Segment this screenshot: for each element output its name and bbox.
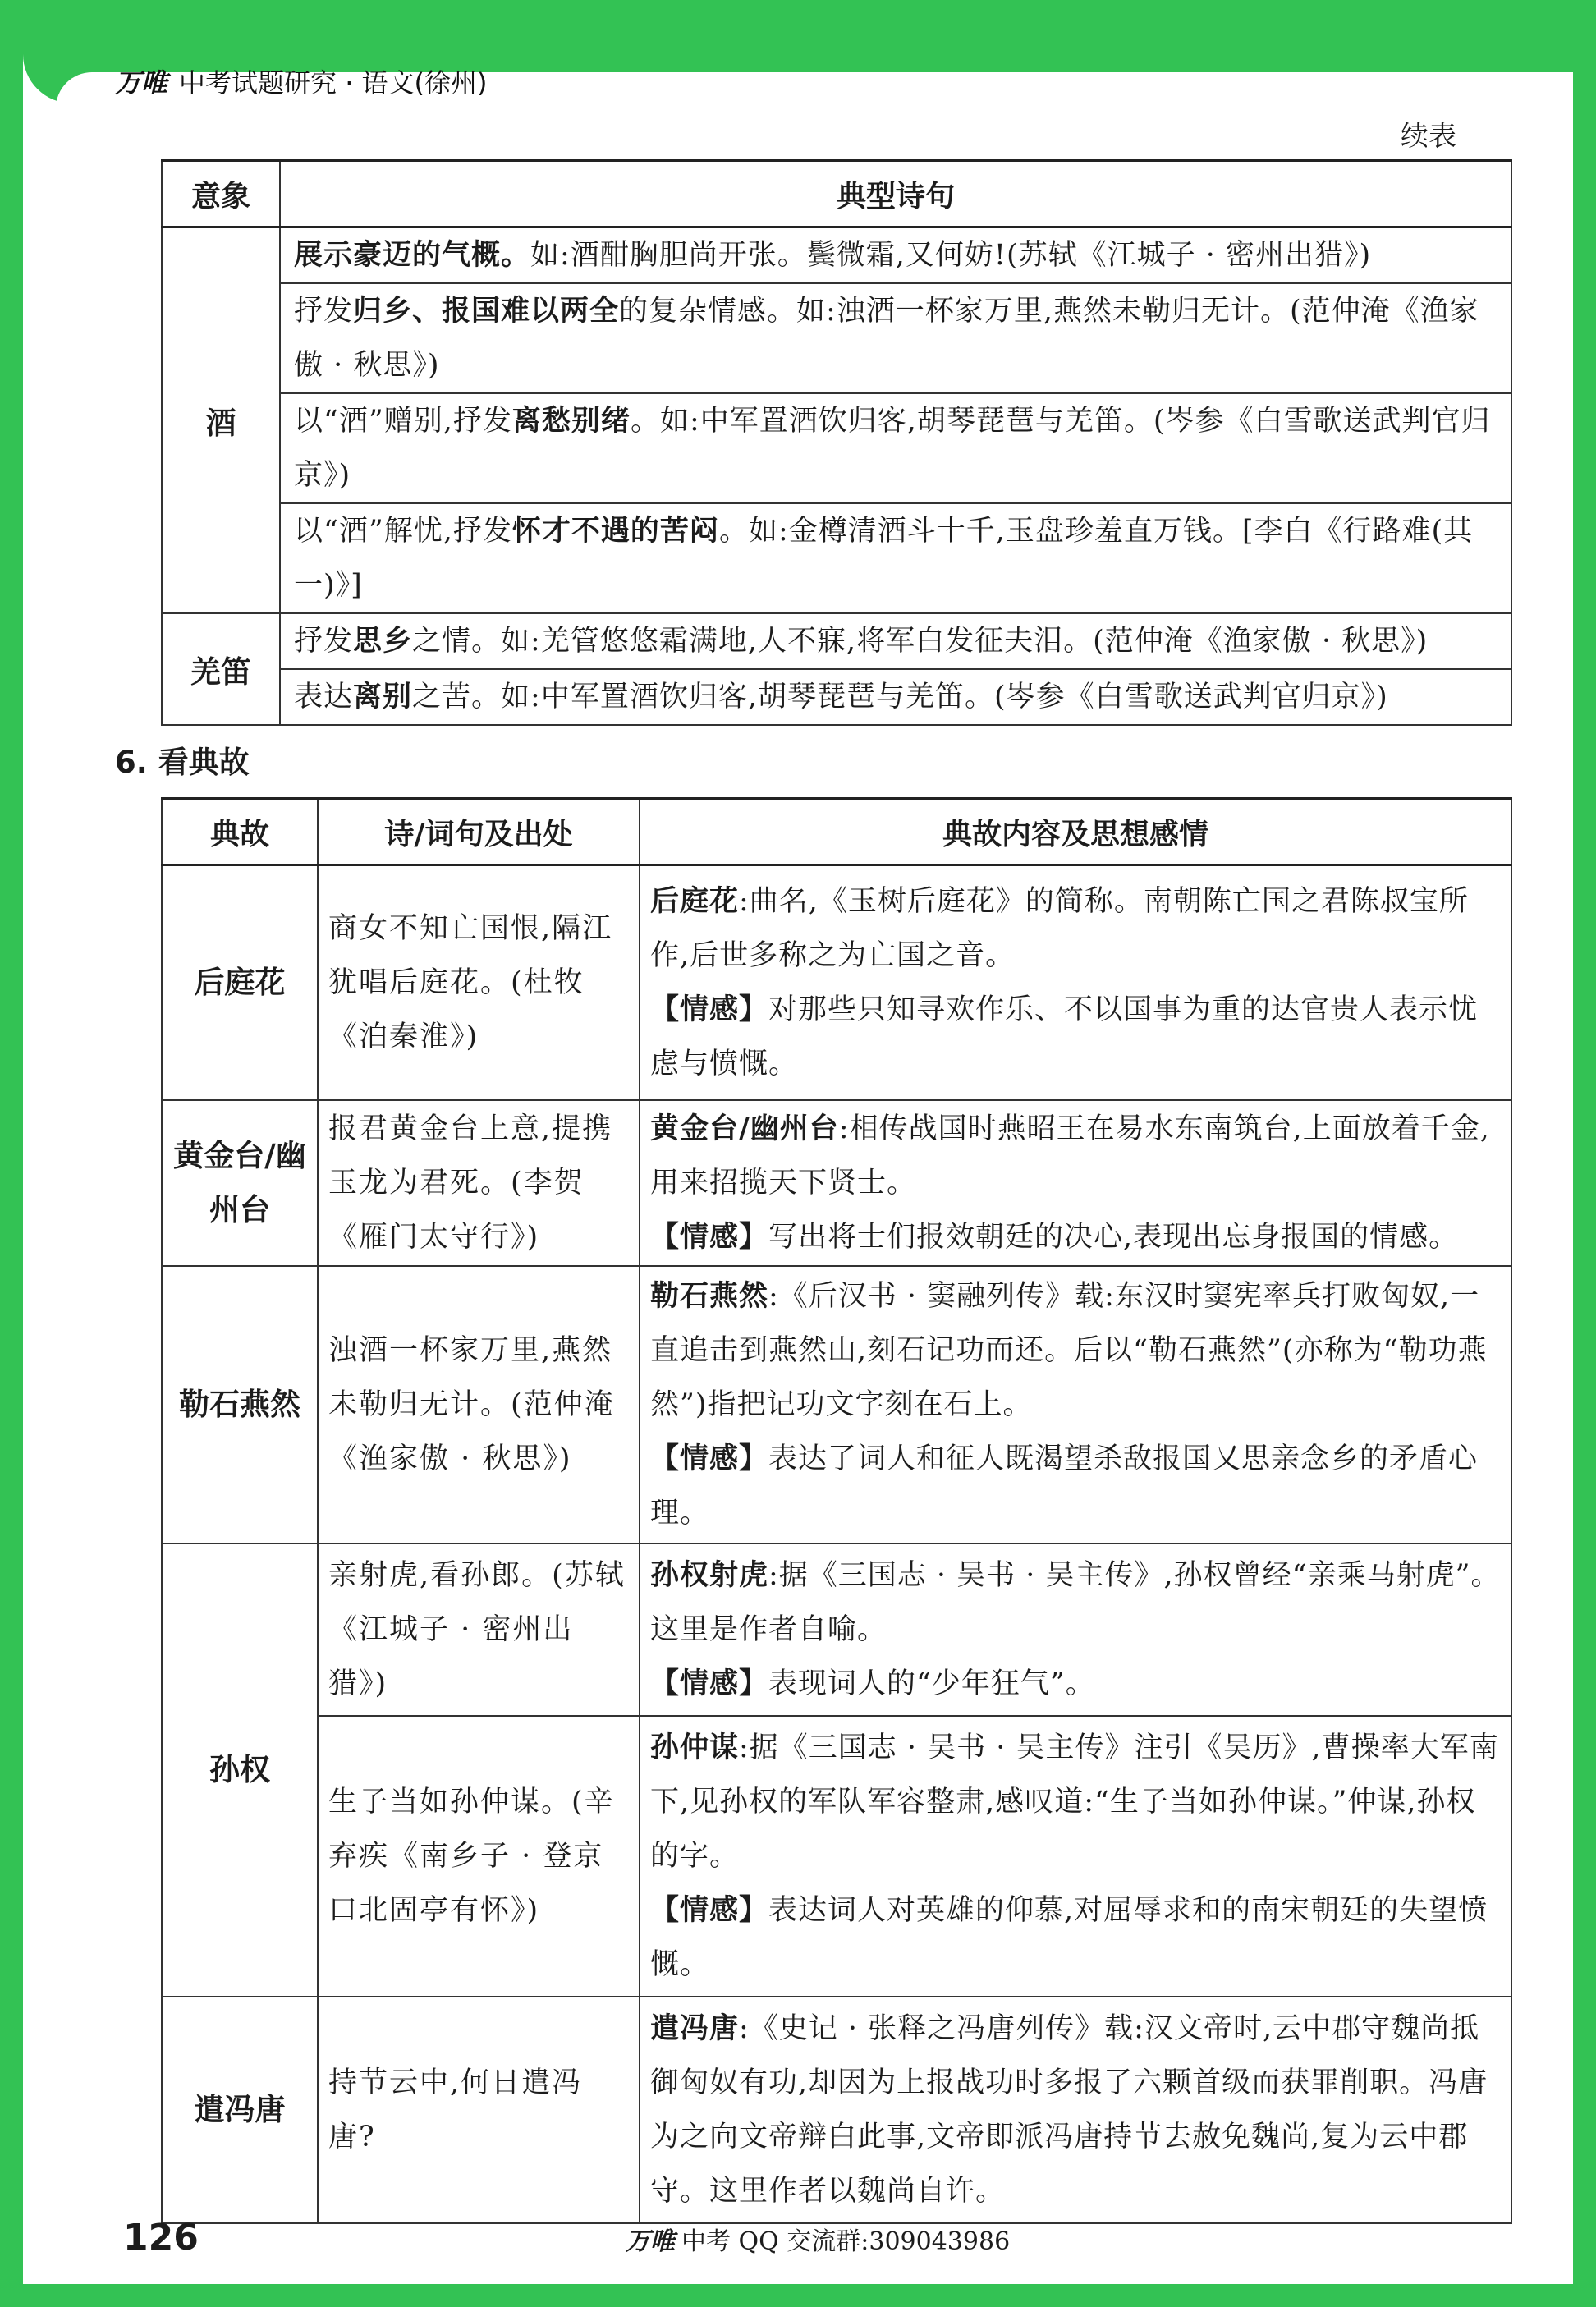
section-number: 6. [115,745,148,780]
allusion-emotion: 写出将士们报效朝廷的决心,表现出忘身报国的情感。 [768,1220,1459,1254]
table-row [162,865,1511,1100]
column-header: 诗/词句及出处 [318,799,640,865]
imagery-theme: 离别 [353,681,413,713]
allusion-verse: 商女不知亡国恨,隔江犹唱后庭花。(杜牧《泊秦淮》) [318,865,640,1100]
imagery-line [280,227,1511,284]
allusion-emotion: 表达词人对英雄的仰慕,对屈辱求和的南宋朝廷的失望愤慨。 [650,1893,1488,1981]
table-row [162,283,1511,393]
allusion-term: 孙仲谋 [650,1731,740,1764]
allusion-name: 黄金台/幽州台 [162,1100,318,1266]
table-row [162,613,1511,669]
imagery-theme: 展示豪迈的气概。 [294,239,531,272]
allusion-content: :《史记 · 张释之冯唐列传》载:汉文帝时,云中郡守魏尚抵御匈奴有功,却因为上报战功时多报了六颗首级而获罪削职。冯唐为之向文帝辩白此事,文帝即派冯唐持节去赦免魏尚,复为云中郡守。这里作者以魏尚自许。 [650,2011,1488,2208]
imagery-tail: 的复杂情感。 [619,295,797,328]
running-header [115,62,488,100]
table-header-row [162,161,1511,227]
allusion-verse: 报君黄金台上意,提携玉龙为君死。(李贺《雁门太守行》) [318,1100,640,1266]
column-header: 典型诗句 [280,161,1511,227]
imagery-line [280,613,1511,669]
allusion-detail [640,1716,1511,1997]
imagery-lead: 表达 [294,681,354,713]
footer-qq-group: 中考 QQ 交流群:309043986 [681,2227,1011,2256]
table-row [162,669,1511,725]
emotion-tag: 【情感】 [650,1220,769,1254]
page-frame-bottom [0,2284,1596,2307]
imagery-line [280,283,1511,393]
allusion-content: :据《三国志 · 吴书 · 吴主传》,孙权曾经“亲乘马射虎”。这里是作者自喻。 [650,1558,1501,1646]
allusion-term: 孙权射虎 [650,1558,769,1592]
imagery-theme: 思乡 [353,625,413,658]
imagery-example: 如:中军置酒饮归客,胡琴琵琶与羌笛。(岑参《白雪歌送武判官归京》) [294,405,1491,492]
footer-text [626,2221,1010,2257]
table-row [162,503,1511,613]
page-frame-right [1573,0,1596,2307]
brand-logo: 万唯 [115,67,168,99]
imagery-tail: 之苦。 [412,681,502,713]
column-header: 典故内容及思想感情 [640,799,1511,865]
allusion-detail [640,865,1511,1100]
allusion-term: 遣冯唐 [650,2011,740,2045]
imagery-lead: 抒发 [294,625,354,658]
imagery-tail: 之情。 [412,625,502,658]
book-title: 中考试题研究 · 语文(徐州) [179,67,488,99]
imagery-lead: 以“酒”解忧,抒发 [294,515,512,548]
column-header: 典故 [162,799,318,865]
imagery-lead: 抒发 [294,295,354,328]
page-frame-top [0,0,1596,23]
emotion-tag: 【情感】 [650,993,769,1026]
allusion-detail [640,1100,1511,1266]
allusion-content: :相传战国时燕昭王在易水东南筑台,上面放着千金,用来招揽天下贤士。 [650,1112,1490,1199]
imagery-theme: 怀才不遇的苦闷 [511,515,719,548]
imagery-name: 羌笛 [162,613,280,725]
imagery-example: 如:羌管悠悠霜满地,人不寐,将军白发征夫泪。(范仲淹《渔家傲 · 秋思》) [501,625,1429,658]
imagery-line [280,669,1511,725]
imagery-example: 如:中军置酒饮归客,胡琴琵琶与羌笛。(岑参《白雪歌送武判官归京》) [501,681,1388,713]
table-row [162,1716,1511,1997]
allusion-emotion: 表达了词人和征人既渴望杀敌报国又思亲念乡的矛盾心理。 [650,1442,1479,1530]
imagery-tail: 。 [630,405,660,438]
allusion-name: 孙权 [162,1543,318,1997]
imagery-line [280,503,1511,613]
page-frame-left [0,0,23,2307]
continued-label: 续表 [1401,120,1456,153]
allusion-emotion: 表现词人的“少年狂气”。 [768,1667,1095,1700]
allusion-term: 后庭花 [650,884,740,918]
allusion-verse: 持节云中,何日遣冯唐? [318,1997,640,2223]
column-header: 意象 [162,161,280,227]
allusion-detail [640,1997,1511,2223]
allusion-verse: 生子当如孙仲谋。(辛弃疾《南乡子 · 登京口北固亭有怀》) [318,1716,640,1997]
page-number: 126 [123,2217,199,2259]
allusion-name: 勒石燕然 [162,1266,318,1543]
allusion-detail [640,1266,1511,1543]
imagery-tail: 。 [718,515,749,548]
allusion-content: :《后汉书 · 窦融列传》载:东汉时窦宪率兵打败匈奴,一直追击到燕然山,刻石记功而还。后以“勒石燕然”(亦称为“勒功燕然”)指把记功文字刻在石上。 [650,1279,1488,1421]
section-title: 看典故 [158,745,250,780]
imagery-line [280,393,1511,503]
imagery-example: 如:酒酣胸胆尚开张。鬓微霜,又何妨!(苏轼《江城子 · 密州出猎》) [530,239,1372,272]
allusion-verse: 亲射虎,看孙郎。(苏轼《江城子 · 密州出猎》) [318,1543,640,1716]
allusion-table [161,797,1512,2224]
imagery-table [161,159,1512,726]
table-row [162,393,1511,503]
allusion-content: :据《三国志 · 吴书 · 吴主传》注引《吴历》,曹操率大军南下,见孙权的军队军容整肃,感叹道:“生子当如孙仲谋。”仲谋,孙权的字。 [650,1731,1499,1873]
table-row [162,1543,1511,1716]
table-row [162,1997,1511,2223]
allusion-verse: 浊酒一杯家万里,燕然未勒归无计。(范仲淹《渔家傲 · 秋思》) [318,1266,640,1543]
emotion-tag: 【情感】 [650,1893,769,1927]
allusion-name: 后庭花 [162,865,318,1100]
allusion-term: 黄金台/幽州台 [650,1112,839,1145]
footer-brand-logo: 万唯 [626,2227,675,2256]
allusion-detail [640,1543,1511,1716]
emotion-tag: 【情感】 [650,1667,769,1700]
allusion-term: 勒石燕然 [650,1279,769,1313]
allusion-content: :曲名,《玉树后庭花》的简称。南朝陈亡国之君陈叔宝所作,后世多称之为亡国之音。 [650,884,1469,972]
imagery-theme: 离愁别绪 [511,405,631,438]
table-row [162,227,1511,284]
table-row [162,1100,1511,1266]
section-heading [115,737,250,782]
table-header-row [162,799,1511,865]
imagery-lead: 以“酒”赠别,抒发 [294,405,512,438]
emotion-tag: 【情感】 [650,1442,769,1475]
imagery-name: 酒 [162,227,280,614]
allusion-emotion: 对那些只知寻欢作乐、不以国事为重的达官贵人表示忧虑与愤慨。 [650,993,1479,1080]
imagery-example: 如:金樽清酒斗十千,玉盘珍羞直万钱。[李白《行路难(其一)》] [294,515,1474,602]
allusion-name: 遣冯唐 [162,1997,318,2223]
imagery-example: 如:浊酒一杯家万里,燕然未勒归无计。(范仲淹《渔家傲 · 秋思》) [294,295,1479,382]
imagery-theme: 归乡、报国难以两全 [353,295,620,328]
table-row [162,1266,1511,1543]
